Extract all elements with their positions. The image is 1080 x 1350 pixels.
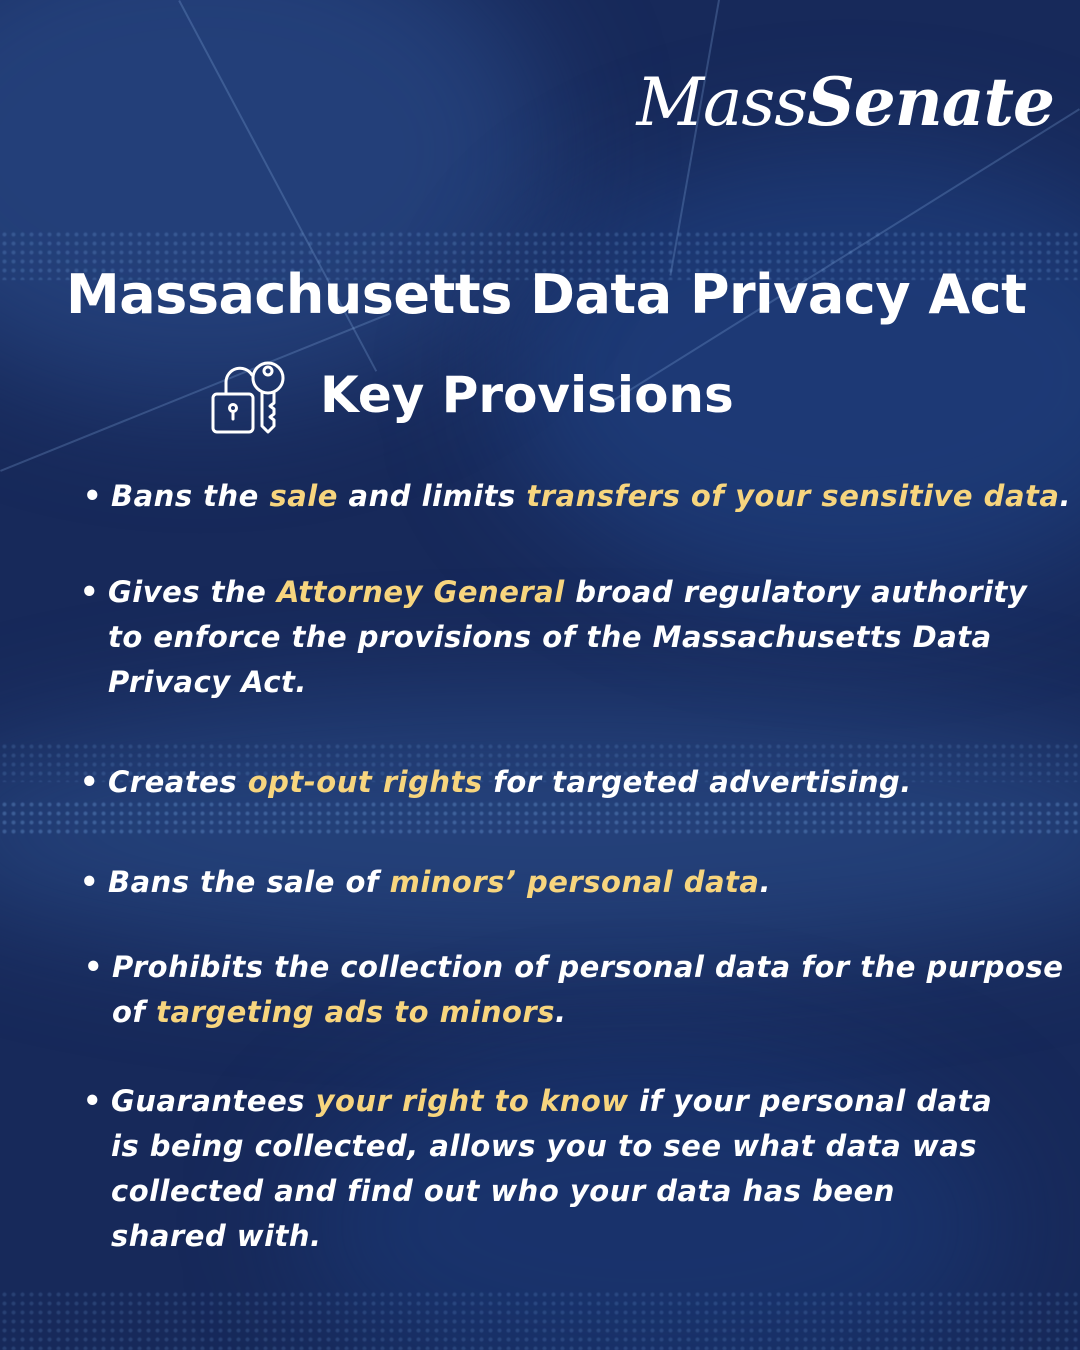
highlight-text: Attorney General [276,575,565,609]
bullet-dot: • [80,765,100,799]
highlight-text: minors’ personal data [389,865,760,899]
bullet-dot: • [80,575,100,609]
provision-text: and limits [337,479,527,513]
provision-text: Gives the [108,575,277,609]
provision-text: . [554,995,567,1029]
section-subtitle: Key Provisions [320,366,734,424]
provision-item [80,570,1028,705]
logo-mass: Mass [636,64,808,141]
highlight-text: sale [269,479,338,513]
highlight-text: opt-out rights [247,765,483,799]
provision-item [83,1079,993,1259]
provision-text: Creates [108,765,248,799]
provision-text: is being collected, allows you to see what data was [111,1129,978,1163]
provision-text: . [1059,479,1071,513]
provision-text: of [112,995,157,1029]
bullet-dot: • [84,950,104,984]
provision-text: if your personal data [628,1084,993,1118]
provision-text: Bans the [111,479,270,513]
provision-item [80,760,912,805]
provision-text: shared with. [111,1219,322,1253]
lock-key-icon [208,354,290,436]
provision-text: collected and find out who your data has been [111,1174,895,1208]
bullet-dot: • [83,1084,103,1118]
highlight-text: transfers of your sensitive data [526,479,1060,513]
provision-text: Guarantees [111,1084,316,1118]
provision-item [83,474,1071,519]
provision-item [80,860,771,905]
logo-senate: Senate [807,63,1054,141]
highlight-text: your right to know [315,1084,629,1118]
bullet-dot: • [80,865,100,899]
provision-text: Bans the sale of [108,865,390,899]
page-title: Massachusetts Data Privacy Act [66,263,1027,326]
provision-text: for targeted advertising. [482,765,912,799]
provision-text: to enforce the provisions of the Massachusetts Data [108,620,992,654]
massenate-logo [636,62,1054,143]
provision-text: Prohibits the collection of personal data for the purpose [112,950,1064,984]
highlight-text: targeting ads to minors [156,995,555,1029]
bullet-dot: • [83,479,103,513]
provision-text: broad regulatory authority [564,575,1028,609]
subtitle-row [208,354,734,436]
provision-text: Privacy Act. [108,665,307,699]
provision-item [84,945,1064,1035]
provision-text: . [759,865,771,899]
